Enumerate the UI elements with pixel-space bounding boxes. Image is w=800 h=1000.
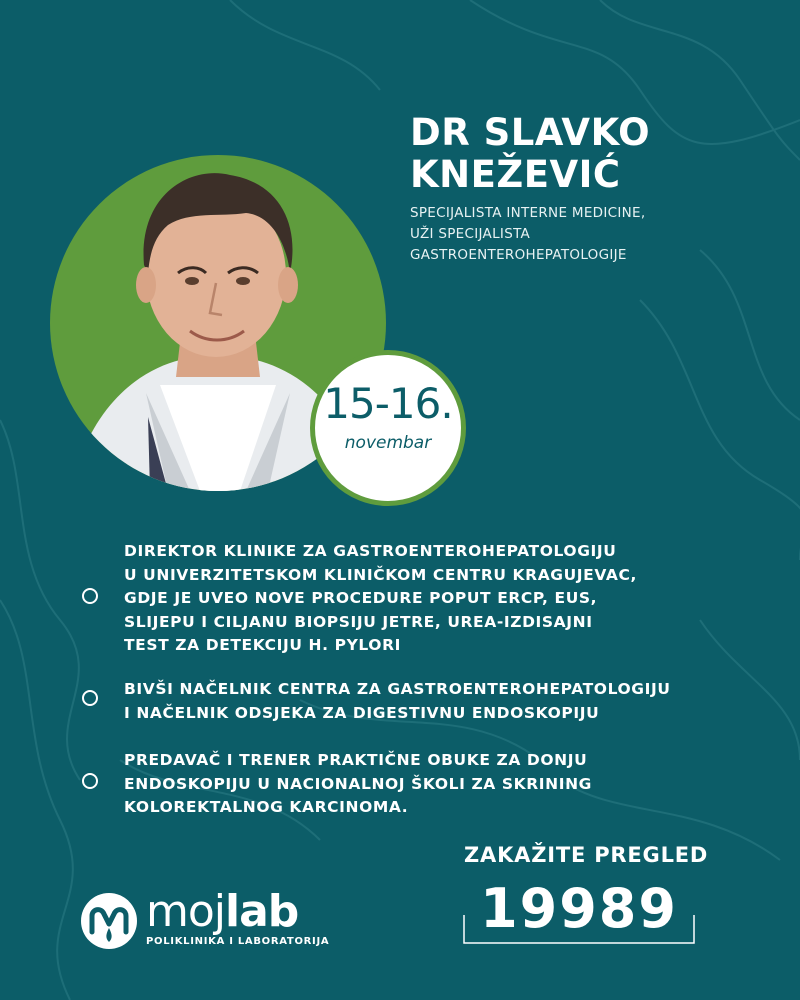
circle-bullet-icon: [82, 690, 98, 706]
credential-line: ENDOSKOPIJU U NACIONALNOJ ŠKOLI ZA SKRINING: [124, 774, 592, 793]
phone-number-box[interactable]: [462, 875, 696, 945]
credential-line: PREDAVAČ I TRENER PRAKTIČNE OBUKE ZA DONJU: [124, 751, 588, 769]
phone-number[interactable]: 19989: [480, 877, 678, 940]
date-badge: [310, 350, 466, 506]
wordmark-part: lab: [225, 886, 299, 937]
date-days: 15-16.: [323, 379, 453, 428]
credential-line: KOLOREKTALNOG KARCINOMA.: [124, 798, 409, 816]
wordmark-part: moj: [146, 886, 226, 937]
credential-line: I NAČELNIK ODSJEKA ZA DIGESTIVNU ENDOSKOPIJU: [124, 703, 600, 722]
credential-line: DIREKTOR KLINIKE ZA GASTROENTEROHEPATOLOGIJU: [124, 542, 617, 560]
doctor-name-line-1: DR SLAVKO: [410, 111, 651, 154]
doctor-specialty: [410, 203, 770, 266]
credential-text: [124, 540, 782, 658]
credential-line: SLIJEPU I CILJANU BIOPSIJU JETRE, UREA-IZDISAJNI: [124, 612, 593, 631]
credential-line: U UNIVERZITETSKOM KLINIČKOM CENTRU KRAGUJEVAC,: [124, 565, 637, 584]
mojlab-logo-icon: [80, 892, 138, 950]
credential-item: [82, 540, 782, 658]
credential-line: BIVŠI NAČELNIK CENTRA ZA GASTROENTEROHEPATOLOGIJU: [124, 680, 671, 698]
circle-bullet-icon: [82, 773, 98, 789]
specialty-line: UŽI SPECIJALISTA: [410, 226, 531, 242]
specialty-line: SPECIJALISTA INTERNE MEDICINE,: [410, 205, 646, 221]
specialty-line: GASTROENTEROHEPATOLOGIJE: [410, 247, 627, 263]
credential-text: [124, 678, 782, 725]
doctor-name-line-2: KNEŽEVIĆ: [410, 153, 621, 196]
credentials-list: [82, 540, 782, 820]
credential-line: GDJE JE UVEO NOVE PROCEDURE POPUT ERCP, EUS,: [124, 589, 598, 607]
mojlab-tagline: POLIKLINIKA I LABORATORIJA: [146, 936, 330, 947]
credential-item: [82, 749, 782, 820]
cta-label: ZAKAŽITE PREGLED: [464, 843, 709, 867]
mojlab-wordmark: [146, 886, 298, 937]
circle-bullet-icon: [82, 588, 98, 604]
credential-item: [82, 678, 782, 725]
credential-line: TEST ZA DETEKCIJU H. PYLORI: [124, 636, 401, 654]
doctor-name: [410, 112, 650, 196]
credential-text: [124, 749, 782, 820]
date-month: novembar: [344, 433, 432, 453]
